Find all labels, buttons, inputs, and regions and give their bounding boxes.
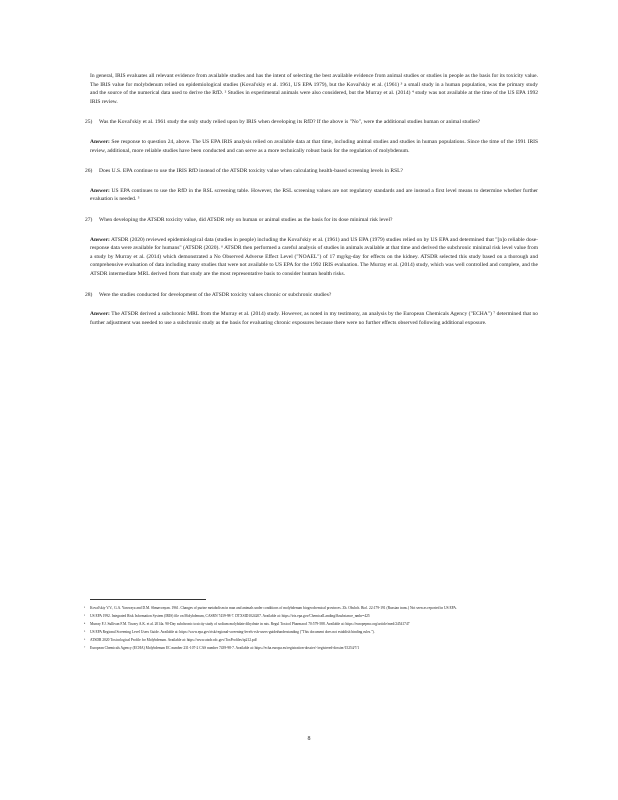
footnotes — [84, 605, 538, 652]
footnote-text: ATSDR 2020 Toxicological Profile for Molybdenum. Available at: https://www.atsdr.cdc.gov/ToxProfiles/tp212.pdf — [90, 637, 257, 642]
question-26 — [85, 167, 538, 176]
footnote-number: ⁴ — [84, 621, 86, 626]
footnote-number: ⁶ — [84, 637, 86, 642]
footnote-text: Murray F.J. Sullivan F.M. Tiwary A.K. et al. 2014a. 90-Day subchronic toxicity study of sodium molybdate dihydrate in rats. Regul Toxicol Pharmacol 70:579-588. Available at: https://europepmc.org/article/med/24541747 — [90, 621, 410, 626]
footnote — [84, 613, 538, 621]
answer-26 — [90, 187, 538, 204]
question-25 — [85, 118, 538, 127]
footnote-text: European Chemicals Agency (ECHA) Molybdenum EC number 231-107-2 CAS number 7439-98-7. Available at: https://echa.europa.eu/registration-dossier/-/registered-dossier/15254/7/1 — [90, 645, 360, 650]
answer-27 — [90, 236, 538, 279]
answer-label: Answer: — [90, 187, 110, 194]
footnote-text: US EPA 1992. Integrated Risk Information System (IRIS) file on Molybdenum, CASRN 7439-98-7. DTXSID1024207. Available at: https://iris.epa.gov/ChemicalLanding/&substance_nmbr=425 — [90, 613, 370, 618]
footnote-number: ² — [84, 613, 86, 618]
intro-paragraph: In general, IRIS evaluates all relevant evidence from available studies and has the intent of selecting the best available evidence from animal studies or studies in people as the basis for its toxicity value. The IRIS value for molybdenum relied on epidemiological studies (Koval'skiy et al. 1961, US EPA 1979), but the Koval'skiy et al. (1961) ³ a small study in a human population, was the primary study and the source of the numerical data used to derive the RfD. ² Studies in experimental animals were also considered, but the Murray et al. (2014) ⁴ study was not available at the time of the US EPA 1992 IRIS review. — [90, 73, 538, 105]
footnote-number: ⁷ — [84, 645, 86, 650]
answer-text: ATSDR (2020) reviewed epidemiological data (studies in people) including the Koval'skiy et al. (1961) and US EPA (1979) studies relied on by US EPA and determined that "[n]o reliable dose-response data were available for humans" (ATSDR (2020). ⁶ ATSDR then performed a careful analysis of studies in animals available at that time and derived the subchronic minimal risk level value from a study by Murray et al. (2014) which demonstrated a No Observed Adverse Effect Level ("NOAEL") of 17 mg/kg-day for effects on the kidney. ATSDR selected this study based on a thorough and comprehensive evaluation of data including many studies that were not available to US EPA for the 1992 IRIS evaluation. The Murray et al. (2014) study, which was well controlled and complete, and the ATSDR intermediate MRL derived from that study are the most representative basis to consider human health risks. — [90, 236, 538, 277]
question-number: 28) — [85, 291, 93, 298]
question-block-26 — [85, 167, 539, 204]
question-block-25 — [85, 118, 538, 155]
footnote-number: ⁵ — [84, 629, 86, 634]
footnote — [84, 629, 538, 637]
answer-label: Answer: — [90, 236, 110, 243]
footnote — [84, 637, 538, 645]
footnote-number: ³ — [84, 606, 86, 610]
answer-label: Answer: — [90, 138, 110, 145]
answer-text: US EPA continues to use the RfD in the RSL screening table. However, the RSL screening values are not regulatory standards and are instead a first level means to determine whether further evaluation is needed. ⁵ — [90, 187, 539, 203]
question-text: When developing the ATSDR toxicity value, did ATSDR rely on human or animal studies as the basis for its dose minimal risk level? — [99, 216, 393, 223]
answer-text: See response to question 24, above. The US EPA IRIS analysis relied on available data at that time, including animal studies and studies in human populations. Since the time of the 1991 IRIS review, additional, more reliable studies have been conducted and can serve as a more technically robust basis for the regulation of molybdenum. — [90, 138, 538, 154]
footnote — [84, 621, 538, 629]
question-number: 27) — [85, 216, 93, 223]
footnote-text: Koval'skiy V.V., G.A. Yarovaya and D.M. Shmavonyan. 1961. Changes of purine metabolism in man and animals under conditions of molybdenum biogeochemical provinces. Zh. Obshch. Biol. 22:179-191 (Russian trans.) Not seen as reported in US EPA. — [90, 606, 457, 610]
question-number: 25) — [85, 119, 93, 126]
answer-28 — [90, 310, 538, 327]
question-28 — [85, 291, 538, 300]
page-number: 8 — [307, 736, 311, 742]
question-text: Were the studies conducted for development of the ATSDR toxicity values chronic or subchronic studies? — [99, 291, 332, 298]
answer-25 — [90, 138, 538, 155]
footnote-text: US EPA Regional Screening Level Users Guide. Available at: https://www.epa.gov/risk/regional-screening-levels-rsls-users-guide#understanding ("This document does not establish binding rules."). — [90, 629, 375, 634]
question-27 — [85, 216, 538, 225]
footnote-divider — [90, 599, 206, 600]
question-number: 26) — [85, 168, 93, 175]
footnote — [84, 605, 538, 613]
question-block-28 — [85, 291, 538, 328]
footnote — [84, 645, 538, 653]
question-block-27 — [85, 216, 538, 279]
answer-text: The ATSDR derived a subchronic MRL from the Murray et al. (2014) study. However, as noted in my testimony, an analysis by the European Chemicals Agency ("ECHA") ⁷ determined that no further adjustment was needed to use a subchronic study as the basis for evaluating chronic exposures because there were no further effects observed following additional exposure. — [90, 311, 538, 326]
answer-label: Answer: — [90, 311, 110, 318]
question-text: Does U.S. EPA continue to use the IRIS RfD instead of the ATSDR toxicity value when calculating health-based screening levels in RSL? — [99, 168, 403, 175]
body-text — [85, 72, 539, 339]
question-text: Was the Koval'skiy et al. 1961 study the only study relied upon by IRIS when developing its RfD? If the above is "No", were the additional studies human or animal studies? — [99, 119, 481, 126]
